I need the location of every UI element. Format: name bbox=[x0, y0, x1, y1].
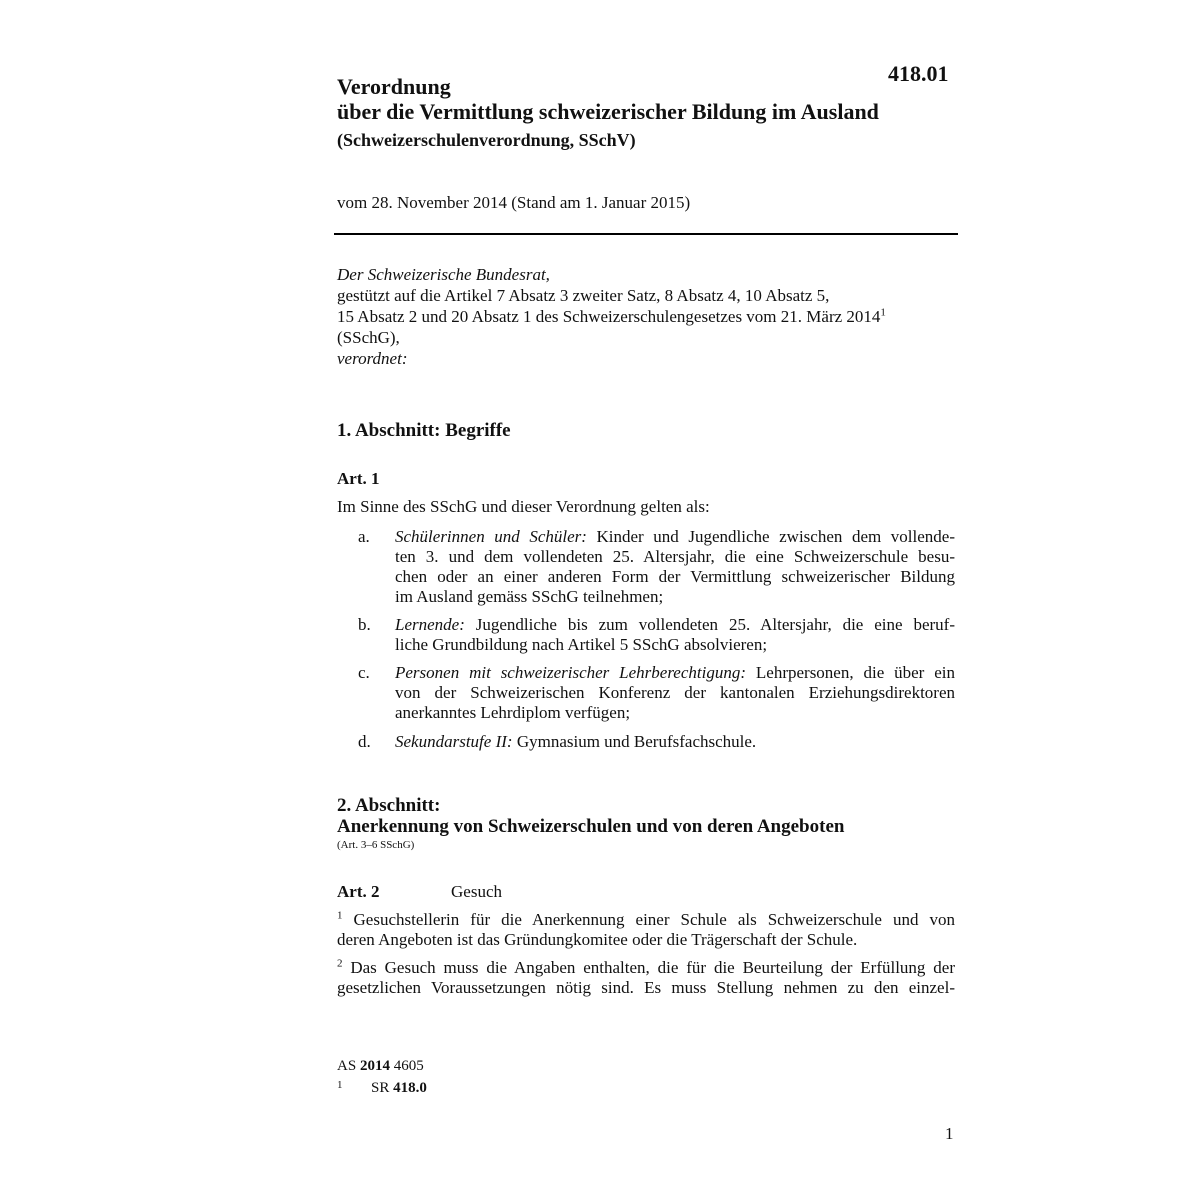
preamble-basis-line-2: 15 Absatz 2 und 20 Absatz 1 des Schweizerschulengesetzes vom 21. März 2014$^1$ bbox=[337, 306, 886, 326]
page-number: 1 bbox=[945, 1124, 954, 1143]
footnote-ref[interactable]: 1 bbox=[880, 306, 886, 319]
section-2-heading: 2. Abschnitt: Anerkennung von Schweizerschulen und von deren Angeboten bbox=[337, 795, 845, 837]
section-1-heading: 1. Abschnitt: Begriffe bbox=[337, 420, 511, 441]
preamble-authority: Der Schweizerische Bundesrat, bbox=[337, 265, 550, 284]
footnote-text: SR 418.0 bbox=[371, 1080, 427, 1096]
definition-term: Schülerinnen und Schüler: bbox=[395, 527, 587, 546]
article-2-title: Gesuch bbox=[451, 882, 502, 901]
preamble-decrees: verordnet: bbox=[337, 349, 408, 368]
definition-label-a: a. bbox=[358, 527, 370, 546]
section-2-reference: (Art. 3–6 SSchG) bbox=[337, 839, 415, 851]
header-rule bbox=[334, 233, 958, 235]
definition-label-c: c. bbox=[358, 663, 370, 682]
definition-term: Sekundarstufe II: bbox=[395, 732, 513, 751]
paragraph-number: 2 bbox=[337, 957, 343, 970]
date-line: vom 28. November 2014 (Stand am 1. Januar 2015) bbox=[337, 193, 691, 212]
title-line-1: Verordnung bbox=[337, 74, 451, 99]
article-1-intro: Im Sinne des SSchG und dieser Verordnung gelten als: bbox=[337, 497, 710, 516]
definition-item-b: Lernende: Jugendliche bis zum vollendeten 25. Altersjahr, die eine beruf- liche Grundbildung nach Artikel 5 SSchG absolvieren; bbox=[395, 615, 955, 654]
definition-term: Personen mit schweizerischer Lehrberechtigung: bbox=[395, 663, 747, 682]
article-2-label: Art. 2 bbox=[337, 882, 380, 901]
definition-label-d: d. bbox=[358, 732, 371, 751]
paragraph-number: 1 bbox=[337, 909, 343, 922]
definition-item-c: Personen mit schweizerischer Lehrberechtigung: Lehrpersonen, die über ein von der Schweizerischen Konferenz der kantonalen Erziehungsdirektoren anerkanntes Lehrdiplom verfügen; bbox=[395, 663, 955, 722]
title-short: (Schweizerschulenverordnung, SSchV) bbox=[337, 130, 636, 150]
preamble bbox=[337, 264, 886, 369]
definition-item-d: Sekundarstufe II: Gymnasium und Berufsfachschule. bbox=[395, 732, 757, 751]
title-line-2: über die Vermittlung schweizerischer Bildung im Ausland bbox=[337, 99, 879, 124]
definition-term: Lernende: bbox=[395, 615, 465, 634]
article-2-paragraph-1: $^1$ Gesuchstellerin für die Anerkennung einer Schule als Schweizerschule und von deren Angeboten ist das Gründungkomitee oder die Trägerschaft der Schule. bbox=[337, 909, 955, 949]
sr-number: 418.01 bbox=[888, 61, 949, 86]
page-title bbox=[337, 74, 879, 124]
preamble-basis-line-1: gestützt auf die Artikel 7 Absatz 3 zweiter Satz, 8 Absatz 4, 10 Absatz 5, bbox=[337, 286, 830, 305]
definition-item-a: Schülerinnen und Schüler: Kinder und Jugendliche zwischen dem vollende- ten 3. und dem vollendeten 25. Altersjahr, die eine Schweizerschule besu- chen oder an einer anderen Form der Vermittlung schweizerischer Bildung im Ausland gemäss SSchG teilnehmen; bbox=[395, 527, 955, 606]
article-1-label: Art. 1 bbox=[337, 469, 380, 488]
preamble-basis-line-3: (SSchG), bbox=[337, 328, 400, 347]
footnote-number: 1 bbox=[337, 1079, 343, 1091]
definition-label-b: b. bbox=[358, 615, 371, 634]
article-2-paragraph-2: $^2$ Das Gesuch muss die Angaben enthalten, die für die Beurteilung der Erfüllung der gesetzlichen Voraussetzungen nötig sind. Es muss Stellung nehmen zu den einzel- bbox=[337, 957, 955, 997]
official-compilation-ref: AS 2014 4605 bbox=[337, 1058, 424, 1074]
